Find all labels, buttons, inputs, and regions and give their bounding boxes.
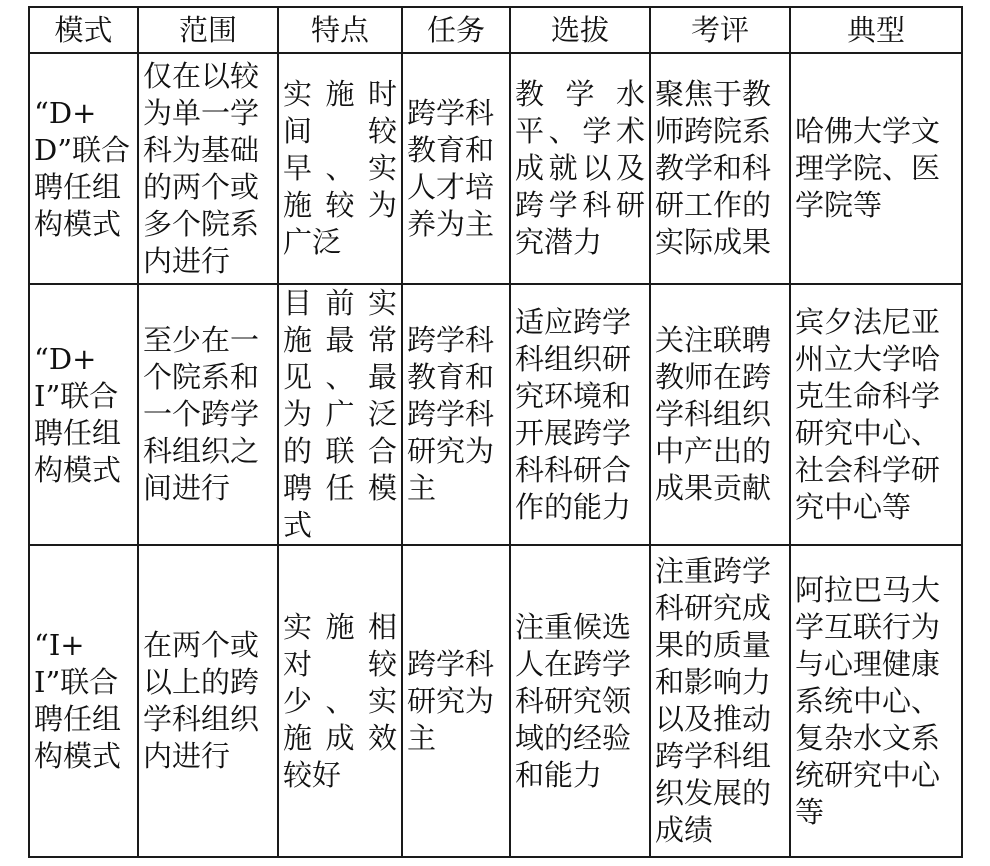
joint-appointment-table <box>28 6 963 858</box>
table-row <box>29 284 962 545</box>
cell-selection: 适应跨学科组织研究环境和开展跨学科科研合作的能力 <box>510 284 650 545</box>
header-scope: 范围 <box>138 7 278 53</box>
header-typical: 典型 <box>790 7 962 53</box>
cell-mode: “D+D”联合聘任组构模式 <box>29 53 138 284</box>
header-features: 特点 <box>278 7 402 53</box>
cell-selection: 注重候选人在跨学科研究领域的经验和能力 <box>510 545 650 857</box>
cell-evaluation: 关注联聘教师在跨学科组织中产出的成果贡献 <box>650 284 790 545</box>
header-evaluation: 考评 <box>650 7 790 53</box>
table-row <box>29 545 962 857</box>
cell-typical: 哈佛大学文理学院、医学院等 <box>790 53 962 284</box>
cell-tasks: 跨学科教育和跨学科研究为主 <box>402 284 510 545</box>
cell-features: 实施相对较少、实施成效较好 <box>278 545 402 857</box>
cell-selection: 教学水平、学术成就以及跨学科研究潜力 <box>510 53 650 284</box>
cell-scope: 在两个或以上的跨学科组织内进行 <box>138 545 278 857</box>
table-container <box>28 6 963 858</box>
header-mode: 模式 <box>29 7 138 53</box>
cell-features: 目前实施最常见、最为广泛的联合聘任模式 <box>278 284 402 545</box>
cell-scope: 至少在一个院系和一个跨学科组织之间进行 <box>138 284 278 545</box>
cell-tasks: 跨学科研究为主 <box>402 545 510 857</box>
cell-tasks: 跨学科教育和人才培养为主 <box>402 53 510 284</box>
table-header-row <box>29 7 962 53</box>
cell-evaluation: 聚焦于教师跨院系教学和科研工作的实际成果 <box>650 53 790 284</box>
cell-evaluation: 注重跨学科研究成果的质量和影响力以及推动跨学科组织发展的成绩 <box>650 545 790 857</box>
header-tasks: 任务 <box>402 7 510 53</box>
cell-typical: 阿拉巴马大学互联行为与心理健康系统中心、复杂水文系统研究中心等 <box>790 545 962 857</box>
cell-features: 实施时间较早、实施较为广泛 <box>278 53 402 284</box>
table-row <box>29 53 962 284</box>
cell-typical: 宾夕法尼亚州立大学哈克生命科学研究中心、社会科学研究中心等 <box>790 284 962 545</box>
cell-scope: 仅在以较为单一学科为基础的两个或多个院系内进行 <box>138 53 278 284</box>
cell-mode: “I+I”联合聘任组构模式 <box>29 545 138 857</box>
header-selection: 选拔 <box>510 7 650 53</box>
cell-mode: “D+I”联合聘任组构模式 <box>29 284 138 545</box>
